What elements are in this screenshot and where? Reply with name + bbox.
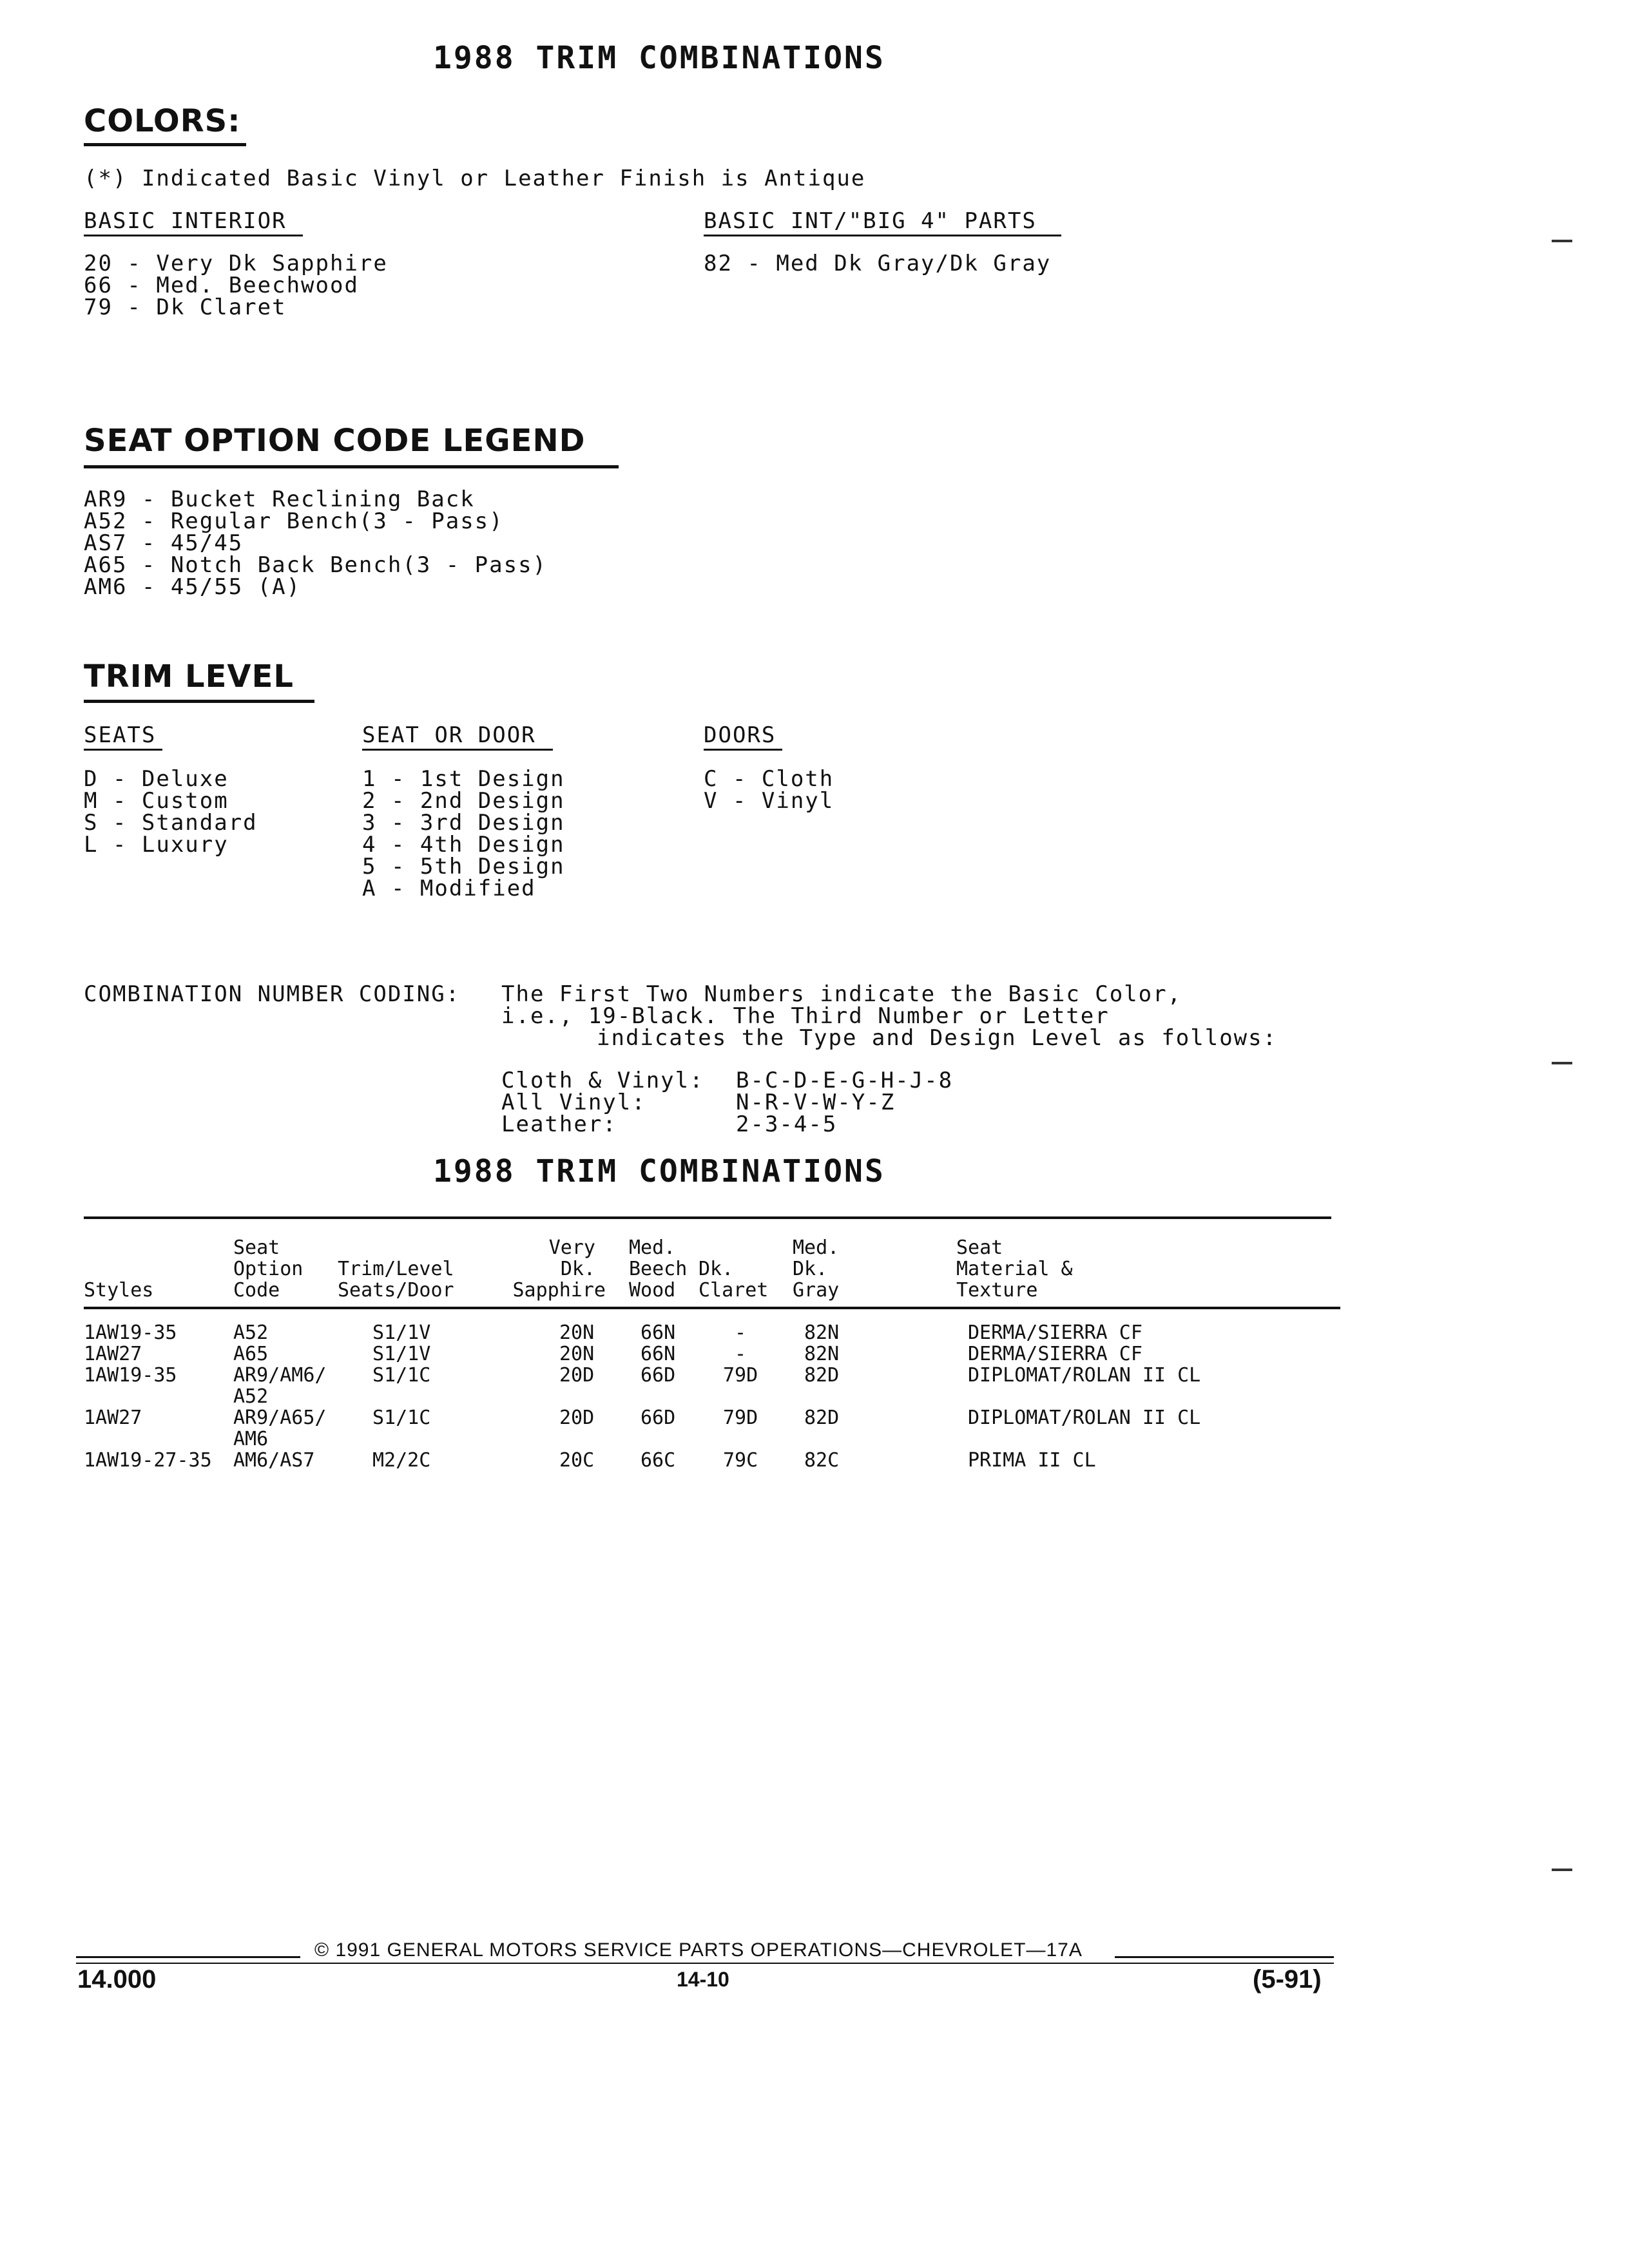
header-trim-level: Trim/Level	[338, 1258, 454, 1280]
big4-header: BASIC INT/"BIG 4" PARTS	[704, 208, 1037, 234]
cell-sapphire: 20D	[559, 1364, 595, 1387]
seats-item: S - Standard	[84, 810, 258, 836]
seat-or-door-item: 5 - 5th Design	[362, 854, 565, 879]
trim-level-heading: TRIM LEVEL	[84, 658, 294, 695]
seats-item: M - Custom	[84, 788, 229, 814]
cell-gray: 82C	[804, 1449, 840, 1472]
cell-styles: 1AW19-35	[84, 1321, 177, 1344]
footer-rule-right	[1115, 1956, 1334, 1958]
seat-legend-item: A65 - Notch Back Bench(3 - Pass)	[84, 552, 548, 578]
cell-seat-option: A52	[233, 1385, 269, 1408]
seat-or-door-item: 2 - 2nd Design	[362, 788, 565, 814]
seat-legend-item: AR9 - Bucket Reclining Back	[84, 486, 475, 512]
coding-type-value: 2-3-4-5	[736, 1111, 838, 1137]
trim-level-underline	[84, 700, 314, 703]
basic-interior-item: 66 - Med. Beechwood	[84, 273, 359, 298]
cell-seat-option: AM6/AS7	[233, 1449, 315, 1472]
header-claret: Dk.	[699, 1258, 734, 1280]
header-beech: Wood	[629, 1279, 676, 1302]
cell-claret: -	[735, 1343, 747, 1365]
coding-type-label: Leather:	[501, 1111, 617, 1137]
seat-or-door-item: 1 - 1st Design	[362, 766, 565, 792]
coding-line: The First Two Numbers indicate the Basic Color,	[501, 981, 1182, 1007]
header-gray: Med.	[793, 1236, 840, 1259]
page-title: 1988 TRIM COMBINATIONS	[433, 40, 885, 76]
cell-sapphire: 20C	[559, 1449, 595, 1472]
header-seat-option: Code	[233, 1279, 280, 1302]
header-claret: Claret	[699, 1279, 769, 1302]
cell-trim: S1/1C	[372, 1407, 431, 1429]
cell-trim: M2/2C	[372, 1449, 431, 1472]
coding-type-value: B-C-D-E-G-H-J-8	[736, 1068, 954, 1093]
cell-claret: -	[735, 1321, 747, 1344]
cell-styles: 1AW19-27-35	[84, 1449, 212, 1472]
header-material: Seat	[956, 1236, 1003, 1259]
footer-rule-left	[76, 1956, 300, 1958]
cell-sapphire: 20N	[559, 1343, 595, 1365]
header-sapphire: Dk.	[560, 1258, 595, 1280]
footer-copyright: © 1991 GENERAL MOTORS SERVICE PARTS OPERATIONS—CHEVROLET—17A	[314, 1939, 1083, 1961]
colors-note: (*) Indicated Basic Vinyl or Leather Finish is Antique	[84, 166, 866, 191]
basic-interior-item: 79 - Dk Claret	[84, 294, 287, 320]
header-seat-option: Option	[233, 1258, 304, 1280]
cell-seat-option: AR9/AM6/	[233, 1364, 327, 1387]
cell-styles: 1AW19-35	[84, 1364, 177, 1387]
cell-seat-option: AR9/A65/	[233, 1407, 327, 1429]
cell-gray: 82D	[804, 1364, 840, 1387]
seats-header: SEATS	[84, 722, 157, 748]
seat-legend-item: A52 - Regular Bench(3 - Pass)	[84, 508, 504, 534]
coding-label: COMBINATION NUMBER CODING:	[84, 981, 461, 1007]
cell-gray: 82N	[804, 1321, 840, 1344]
footer-rule-bottom	[76, 1963, 1334, 1964]
cell-gray: 82N	[804, 1343, 840, 1365]
seat-or-door-item: A - Modified	[362, 876, 536, 901]
header-gray: Gray	[793, 1279, 840, 1302]
footer-date: (5-91)	[1253, 1965, 1322, 1994]
cell-gray: 82D	[804, 1407, 840, 1429]
cell-beech: 66N	[641, 1343, 676, 1365]
margin-mark	[1552, 240, 1572, 242]
cell-sapphire: 20D	[559, 1407, 595, 1429]
cell-trim: S1/1V	[372, 1321, 431, 1344]
cell-material: DIPLOMAT/ROLAN II CL	[968, 1407, 1201, 1429]
seat-or-door-item: 3 - 3rd Design	[362, 810, 565, 836]
cell-beech: 66C	[641, 1449, 676, 1472]
header-styles: Styles	[84, 1279, 154, 1302]
seat-legend-underline	[84, 465, 619, 468]
seat-legend-item: AM6 - 45/55 (A)	[84, 574, 302, 600]
doors-item: C - Cloth	[704, 766, 834, 792]
footer-section-number: 14.000	[77, 1965, 157, 1994]
header-material: Texture	[956, 1279, 1038, 1302]
header-beech: Med.	[629, 1236, 676, 1259]
coding-type-label: All Vinyl:	[501, 1090, 646, 1115]
seat-or-door-underline	[362, 749, 553, 751]
seat-or-door-item: 4 - 4th Design	[362, 832, 565, 858]
seat-legend-item: AS7 - 45/45	[84, 530, 244, 556]
cell-claret: 79D	[723, 1407, 758, 1429]
cell-beech: 66N	[641, 1321, 676, 1344]
margin-mark	[1552, 1062, 1572, 1064]
cell-material: DIPLOMAT/ROLAN II CL	[968, 1364, 1201, 1387]
coding-line: indicates the Type and Design Level as follows:	[597, 1025, 1278, 1051]
header-gray: Dk.	[793, 1258, 828, 1280]
cell-material: DERMA/SIERRA CF	[968, 1343, 1142, 1365]
margin-mark	[1552, 1869, 1572, 1871]
cell-beech: 66D	[641, 1407, 676, 1429]
seat-or-door-header: SEAT OR DOOR	[362, 722, 536, 748]
cell-styles: 1AW27	[84, 1407, 142, 1429]
colors-heading-underline	[84, 143, 246, 146]
header-sapphire: Sapphire	[512, 1279, 606, 1302]
coding-type-label: Cloth & Vinyl:	[501, 1068, 704, 1093]
doors-header: DOORS	[704, 722, 776, 748]
table-title: 1988 TRIM COMBINATIONS	[433, 1153, 885, 1189]
cell-seat-option: AM6	[233, 1428, 269, 1450]
coding-type-value: N-R-V-W-Y-Z	[736, 1090, 896, 1115]
cell-seat-option: A52	[233, 1321, 269, 1344]
cell-material: DERMA/SIERRA CF	[968, 1321, 1142, 1344]
cell-beech: 66D	[641, 1364, 676, 1387]
cell-claret: 79C	[723, 1449, 758, 1472]
cell-material: PRIMA II CL	[968, 1449, 1096, 1472]
header-material: Material &	[956, 1258, 1073, 1280]
cell-trim: S1/1V	[372, 1343, 431, 1365]
big4-underline	[704, 235, 1061, 236]
header-trim-level: Seats/Door	[338, 1279, 454, 1302]
cell-styles: 1AW27	[84, 1343, 142, 1365]
basic-interior-header: BASIC INTERIOR	[84, 208, 287, 234]
seats-item: D - Deluxe	[84, 766, 229, 792]
big4-item: 82 - Med Dk Gray/Dk Gray	[704, 251, 1052, 276]
colors-heading: COLORS:	[84, 103, 241, 139]
cell-seat-option: A65	[233, 1343, 269, 1365]
cell-trim: S1/1C	[372, 1364, 431, 1387]
seat-legend-heading: SEAT OPTION CODE LEGEND	[84, 423, 586, 459]
cell-claret: 79D	[723, 1364, 758, 1387]
doors-item: V - Vinyl	[704, 788, 834, 814]
cell-sapphire: 20N	[559, 1321, 595, 1344]
header-sapphire: Very	[548, 1236, 595, 1259]
header-seat-option: Seat	[233, 1236, 280, 1259]
seats-item: L - Luxury	[84, 832, 229, 858]
coding-line: i.e., 19-Black. The Third Number or Letter	[501, 1003, 1110, 1029]
basic-interior-item: 20 - Very Dk Sapphire	[84, 251, 388, 276]
table-header-rule	[84, 1307, 1340, 1309]
footer-page-number: 14-10	[677, 1968, 729, 1991]
table-top-rule	[84, 1216, 1331, 1219]
basic-interior-underline	[84, 235, 303, 236]
doors-underline	[704, 749, 782, 751]
seats-underline	[84, 749, 162, 751]
header-beech: Beech	[629, 1258, 688, 1280]
